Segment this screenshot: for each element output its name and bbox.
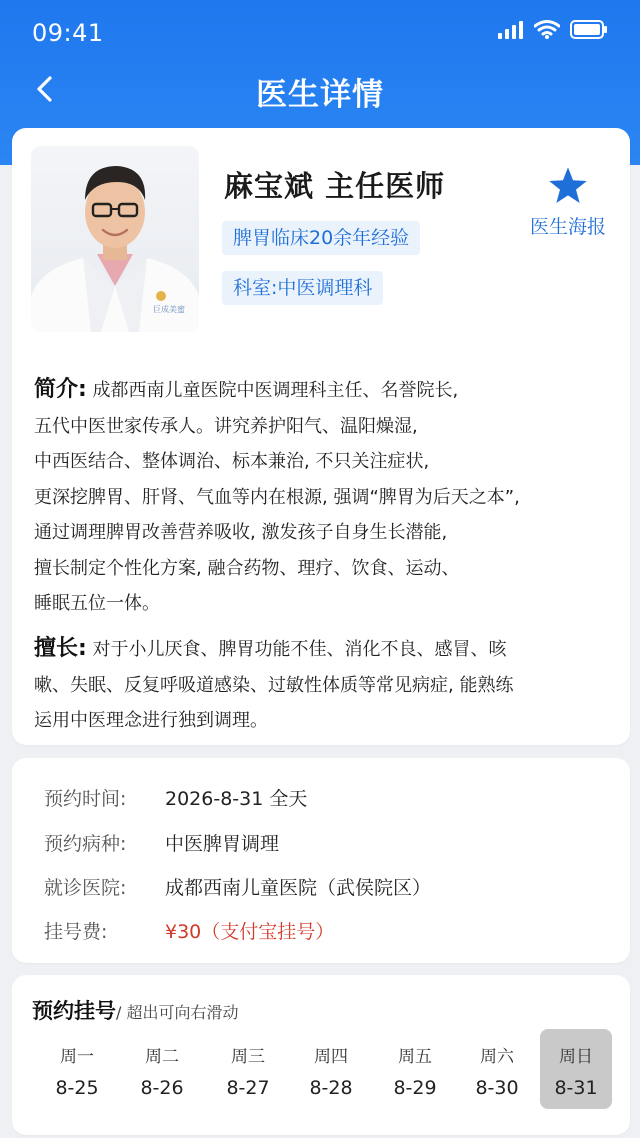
- schedule-title: 预约挂号: [32, 999, 116, 1023]
- navigation-bar: [0, 64, 640, 114]
- skill-line: 嗽、失眠、反复呼吸道感染、过敏性体质等常见病症, 能熟练: [34, 674, 514, 696]
- doctor-portrait: [31, 146, 199, 332]
- intro-line: 五代中医世家传承人。讲究养护阳气、温阳燥湿,: [34, 415, 418, 437]
- intro-title: 简介:: [34, 377, 87, 402]
- intro-line: 更深挖脾胃、肝肾、气血等内在根源, 强调“脾胃为后天之本”,: [34, 486, 520, 508]
- day-weekday: 周二: [145, 1047, 179, 1067]
- skill-line: 运用中医理念进行独到调理。: [34, 710, 268, 731]
- day-date: 8-25: [55, 1077, 99, 1099]
- skill-line: [34, 631, 594, 668]
- status-bar: [0, 0, 640, 64]
- day-weekday: 周日: [559, 1047, 593, 1067]
- fee-label: 挂号费:: [44, 921, 108, 943]
- intro-line: 中西医结合、整体调治、标本兼治, 不只关注症状,: [34, 451, 430, 472]
- day-date: 8-31: [554, 1077, 598, 1099]
- day-date: 8-30: [475, 1077, 519, 1099]
- doctor-name: 麻宝斌 主任医师: [224, 169, 446, 203]
- appointment-time-label: 预约时间:: [44, 788, 127, 810]
- appointment-time-row: [44, 784, 307, 814]
- wifi-icon: [534, 20, 560, 39]
- experience-tag: 脾胃临床20余年经验: [222, 221, 420, 255]
- hospital-value: 成都西南儿童医院（武侯院区）: [165, 877, 432, 899]
- day-selector: [24, 1029, 624, 1109]
- appointment-disease-row: [44, 829, 279, 859]
- intro-line: [34, 372, 594, 409]
- schedule-header: [32, 995, 238, 1025]
- day-date: 8-27: [226, 1077, 270, 1099]
- day-weekday: 周五: [398, 1047, 432, 1067]
- intro-section: [34, 372, 594, 622]
- page-title: 医生详情: [256, 77, 384, 113]
- schedule-card: [12, 975, 630, 1135]
- doctor-poster-button[interactable]: [520, 166, 616, 239]
- doctor-card: [12, 128, 630, 745]
- appointment-disease-value: 中医脾胃调理: [165, 833, 280, 855]
- day-item-thursday[interactable]: [295, 1029, 367, 1109]
- day-date: 8-29: [393, 1077, 437, 1099]
- fee-value: ¥30（支付宝挂号）: [165, 921, 335, 943]
- intro-text: 成都西南儿童医院中医调理科主任、名誉院长,: [92, 380, 459, 401]
- hospital-row: [44, 873, 431, 903]
- appointment-info-card: [12, 758, 630, 963]
- intro-line: 通过调理脾胃改善营养吸收, 激发孩子自身生长潜能,: [34, 522, 448, 543]
- day-item-saturday[interactable]: [461, 1029, 533, 1109]
- hospital-label: 就诊医院:: [44, 877, 127, 899]
- day-item-monday[interactable]: [41, 1029, 113, 1109]
- coat-logo-text: 巨成美蜜: [153, 305, 185, 314]
- day-item-friday[interactable]: [379, 1029, 451, 1109]
- skill-section: [34, 631, 594, 739]
- appointment-time-value: 2026-8-31 全天: [165, 788, 308, 810]
- doctor-photo: [31, 146, 199, 332]
- day-item-wednesday[interactable]: [212, 1029, 284, 1109]
- signal-icon: [498, 21, 524, 39]
- star-icon: [547, 166, 589, 206]
- intro-line: 睡眠五位一体。: [34, 593, 160, 614]
- day-weekday: 周一: [60, 1047, 94, 1067]
- schedule-subtitle: / 超出可向右滑动: [116, 1003, 239, 1022]
- poster-label: 医生海报: [529, 216, 606, 238]
- battery-icon: [570, 20, 608, 39]
- status-time: 09:41: [32, 19, 104, 47]
- intro-line: 擅长制定个性化方案, 融合药物、理疗、饮食、运动、: [34, 557, 460, 579]
- skill-title: 擅长:: [34, 636, 87, 661]
- fee-row: [44, 917, 334, 947]
- system-icons: [498, 20, 608, 39]
- skill-text: 对于小儿厌食、脾胃功能不佳、消化不良、感冒、咳: [92, 639, 507, 660]
- day-weekday: 周三: [231, 1047, 265, 1067]
- appointment-disease-label: 预约病种:: [44, 833, 127, 855]
- day-weekday: 周四: [314, 1047, 348, 1067]
- department-tag: 科室:中医调理科: [222, 271, 383, 305]
- day-weekday: 周六: [480, 1047, 514, 1067]
- day-item-sunday[interactable]: [540, 1029, 612, 1109]
- day-item-tuesday[interactable]: [126, 1029, 198, 1109]
- day-date: 8-28: [309, 1077, 353, 1099]
- day-date: 8-26: [140, 1077, 184, 1099]
